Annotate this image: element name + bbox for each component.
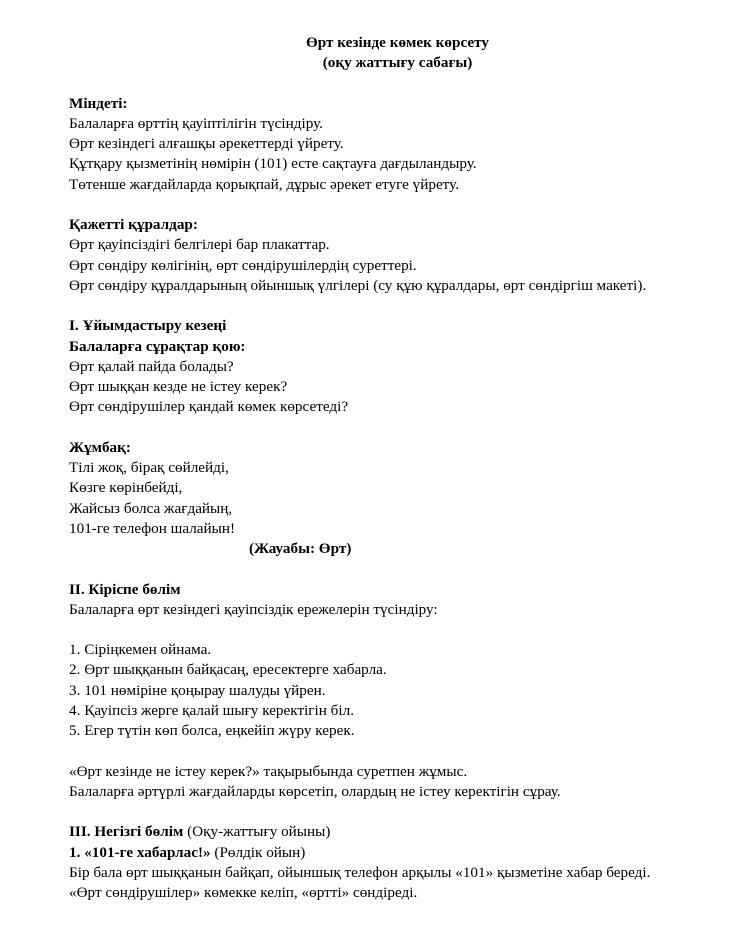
document-subtitle: (оқу жаттығу сабағы) (322, 54, 473, 72)
riddle-line: Көзге көрінбейді, (69, 479, 183, 497)
question-item: Өрт шыққан кезде не істеу керек? (69, 378, 288, 396)
rule-item: 2. Өрт шыққанын байқасаң, ересектерге хабарла. (69, 661, 387, 679)
section2-intro: Балаларға өрт кезіндегі қауіпсіздік ережелерін түсіндіру: (69, 600, 438, 618)
rule-item: 5. Егер түтін көп болса, еңкейіп жүру керек. (69, 722, 355, 740)
riddle-answer: (Жауабы: Өрт) (249, 540, 352, 558)
material-item: Өрт сөндіру көлігінің, өрт сөндірушілердің суреттері. (69, 256, 417, 274)
section3-heading-note: (Оқу-жаттығу ойыны) (183, 823, 331, 841)
game-title (69, 843, 696, 863)
section3-heading-title: III. Негізгі бөлім (69, 823, 184, 841)
objectives-heading: Міндеті: (69, 94, 128, 112)
rule-item: 3. 101 нөміріне қоңырау шалуды үйрен. (69, 681, 326, 699)
riddle-line: Жайсыз болса жағдайың, (69, 499, 233, 517)
objective-item: Балаларға өрттің қауіптілігін түсіндіру. (69, 114, 323, 132)
section1-heading: I. Ұйымдастыру кезеңі (69, 317, 227, 335)
document-page (69, 0, 696, 903)
question-item: Өрт сөндірушілер қандай көмек көрсетеді? (69, 398, 349, 416)
section2-activity: «Өрт кезінде не істеу керек?» тақырыбында суретпен жұмыс. (69, 762, 468, 780)
section3-heading (69, 822, 696, 842)
objective-item: Өрт кезіндегі алғашқы әрекеттерді үйрету. (69, 135, 344, 153)
game-title-note: (Рөлдік ойын) (210, 843, 306, 861)
section2-activity: Балаларға әртүрлі жағдайларды көрсетіп, олардың не істеу керектігін сұрау. (69, 782, 561, 800)
riddle-line: 101-ге телефон шалайын! (69, 519, 236, 537)
material-item: Өрт сөндіру құралдарының ойыншық үлгілері (су құю құралдары, өрт сөндіргіш макеті). (69, 276, 647, 294)
rule-item: 1. Сіріңкемен ойнама. (69, 641, 212, 659)
objective-item: Төтенше жағдайларда қорықпай, дұрыс әрекет етуге үйрету. (69, 175, 459, 193)
riddle-line: Тілі жоқ, бірақ сөйлейді, (69, 459, 229, 477)
objective-item: Құтқару қызметінің нөмірін (101) есте сақтауға дағдыландыру. (69, 155, 477, 173)
game-title-name: 1. «101-ге хабарлас!» (69, 843, 211, 861)
materials-heading: Қажетті құралдар: (69, 216, 198, 234)
question-item: Өрт қалай пайда болады? (69, 357, 234, 375)
game-paragraph: «Өрт сөндірушілер» көмекке келіп, «өртті» сөндіреді. (69, 884, 418, 902)
game-paragraph: Бір бала өрт шыққанын байқап, ойыншық телефон арқылы «101» қызметіне хабар береді. (69, 863, 651, 881)
riddle-heading: Жұмбақ: (69, 438, 131, 456)
section1-subheading: Балаларға сұрақтар қою: (69, 337, 246, 355)
rule-item: 4. Қауіпсіз жерге қалай шығу керектігін біл. (69, 702, 355, 720)
document-title: Өрт кезінде көмек көрсету (305, 34, 489, 51)
section2-heading: II. Кіріспе бөлім (69, 580, 181, 598)
material-item: Өрт қауіпсіздігі белгілері бар плакаттар. (69, 236, 330, 254)
